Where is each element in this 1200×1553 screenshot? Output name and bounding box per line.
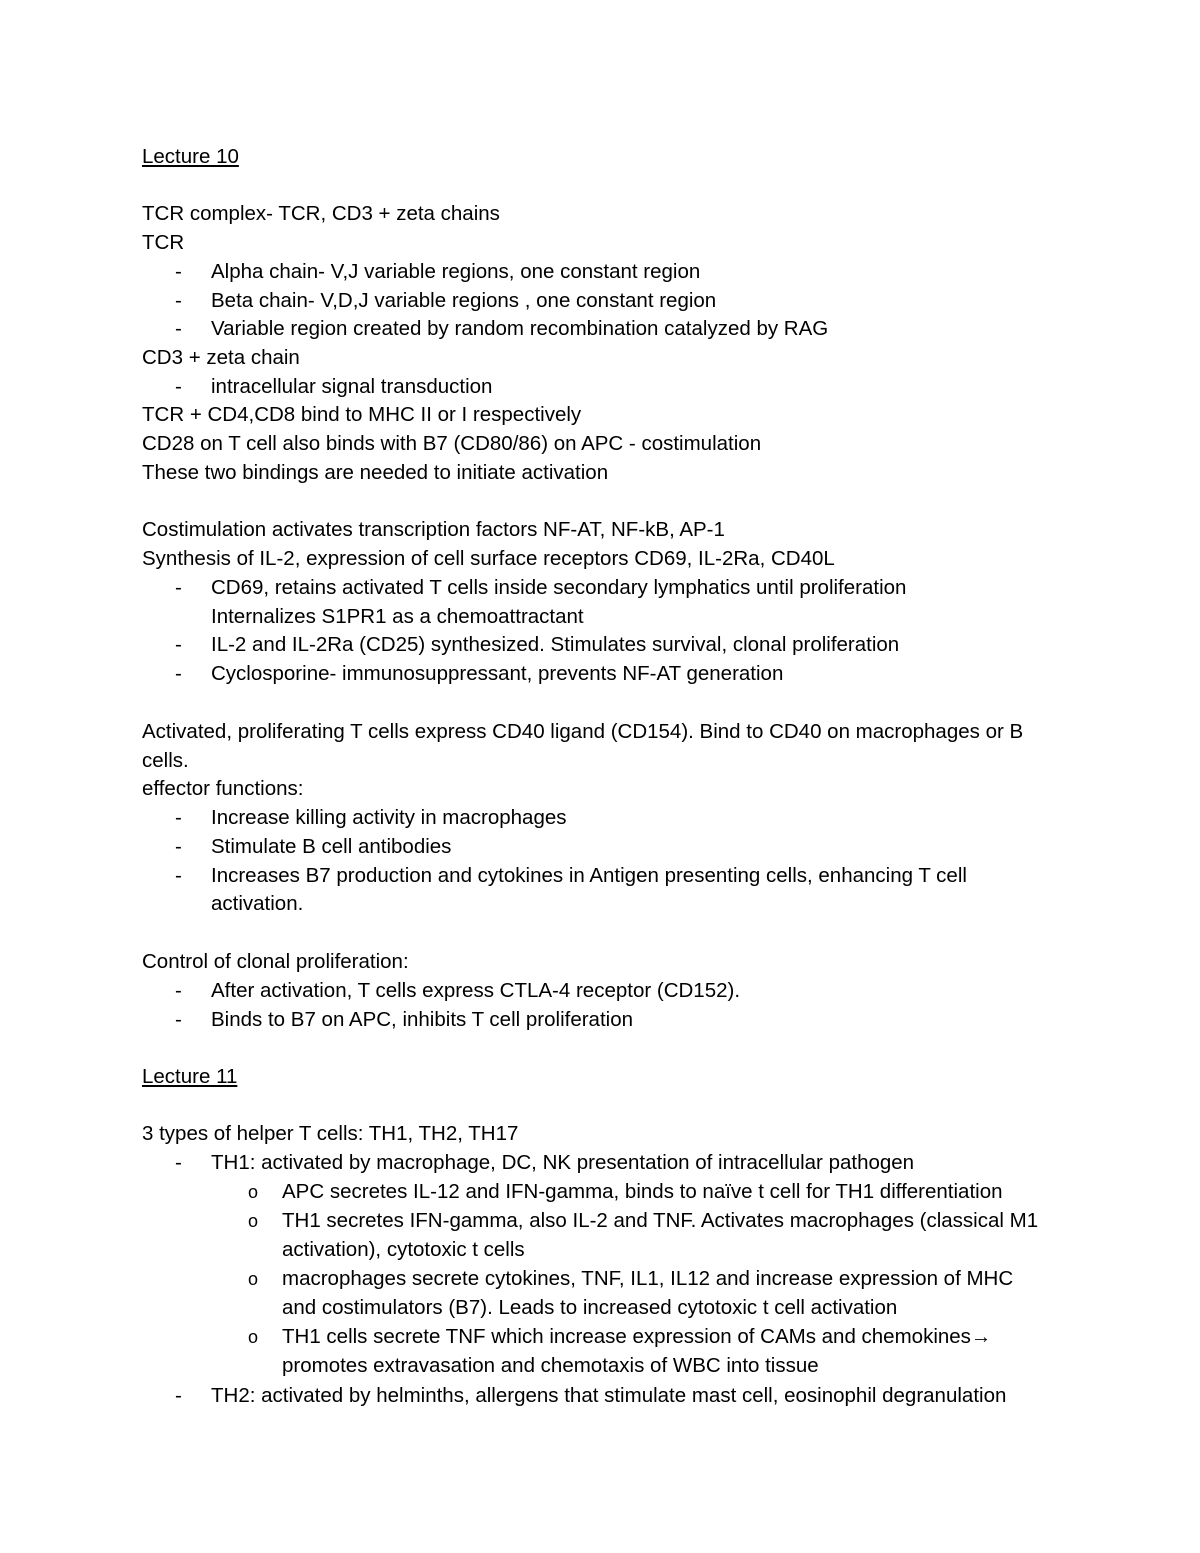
list-item-text: Stimulate B cell antibodies: [211, 835, 452, 858]
text-line: TCR: [142, 231, 185, 254]
list-item-text: Variable region created by random recombination catalyzed by RAG: [211, 317, 829, 340]
dash-bullet-icon: -: [175, 375, 182, 398]
dash-bullet-icon: -: [175, 260, 182, 283]
text-line: Activated, proliferating T cells express CD40 ligand (CD154). Bind to CD40 on macrophages or B: [142, 720, 1024, 743]
circle-bullet-icon: o: [248, 1327, 259, 1347]
list-item-text: activation.: [211, 892, 304, 915]
list-item-text: Increase killing activity in macrophages: [211, 806, 567, 829]
list-item-text: Alpha chain- V,J variable regions, one constant region: [211, 260, 701, 283]
text-line: TCR + CD4,CD8 bind to MHC II or I respectively: [142, 403, 582, 426]
dash-bullet-icon: -: [175, 864, 182, 887]
list-item-text: Cyclosporine- immunosuppressant, prevents NF-AT generation: [211, 662, 784, 685]
text-line: effector functions:: [142, 777, 304, 800]
list-item-text: intracellular signal transduction: [211, 375, 493, 398]
circle-bullet-icon: o: [248, 1269, 259, 1289]
dash-bullet-icon: -: [175, 806, 182, 829]
list-item-text: TH1: activated by macrophage, DC, NK presentation of intracellular pathogen: [211, 1151, 915, 1174]
list-item-text: macrophages secrete cytokines, TNF, IL1, IL12 and increase expression of MHC: [282, 1267, 1014, 1290]
dash-bullet-icon: -: [175, 1384, 182, 1407]
dash-bullet-icon: -: [175, 1151, 182, 1174]
dash-bullet-icon: -: [175, 662, 182, 685]
section-heading: Lecture 11: [142, 1065, 238, 1088]
list-item-text: CD69, retains activated T cells inside secondary lymphatics until proliferation: [211, 576, 907, 599]
dash-bullet-icon: -: [175, 289, 182, 312]
list-item-text: Internalizes S1PR1 as a chemoattractant: [211, 605, 584, 628]
list-item-text: Binds to B7 on APC, inhibits T cell proliferation: [211, 1008, 634, 1031]
text-line: cells.: [142, 749, 189, 772]
dash-bullet-icon: -: [175, 835, 182, 858]
list-item-text: Beta chain- V,D,J variable regions , one constant region: [211, 289, 717, 312]
dash-bullet-icon: -: [175, 576, 182, 599]
list-item-text: promotes extravasation and chemotaxis of WBC into tissue: [282, 1354, 819, 1377]
dash-bullet-icon: -: [175, 979, 182, 1002]
list-item-text: TH1 cells secrete TNF which increase expression of CAMs and chemokines→: [282, 1325, 992, 1348]
text-line: CD28 on T cell also binds with B7 (CD80/86) on APC - costimulation: [142, 432, 762, 455]
list-item-text: After activation, T cells express CTLA-4 receptor (CD152).: [211, 979, 741, 1002]
circle-bullet-icon: o: [248, 1182, 259, 1202]
text-line: CD3 + zeta chain: [142, 346, 300, 369]
list-item-text: APC secretes IL-12 and IFN-gamma, binds to naïve t cell for TH1 differentiation: [282, 1180, 1003, 1203]
list-item-text: IL-2 and IL-2Ra (CD25) synthesized. Stimulates survival, clonal proliferation: [211, 633, 900, 656]
dash-bullet-icon: -: [175, 1008, 182, 1031]
text-line: These two bindings are needed to initiate activation: [142, 461, 609, 484]
text-line: Synthesis of IL-2, expression of cell surface receptors CD69, IL-2Ra, CD40L: [142, 547, 835, 570]
text-line: Control of clonal proliferation:: [142, 950, 409, 973]
dash-bullet-icon: -: [175, 317, 182, 340]
text-line: 3 types of helper T cells: TH1, TH2, TH17: [142, 1122, 519, 1145]
text-line: Costimulation activates transcription factors NF-AT, NF-kB, AP-1: [142, 518, 725, 541]
list-item-text: TH2: activated by helminths, allergens that stimulate mast cell, eosinophil degranulation: [211, 1384, 1007, 1407]
list-item-text: activation), cytotoxic t cells: [282, 1238, 525, 1261]
list-item-text: Increases B7 production and cytokines in Antigen presenting cells, enhancing T cell: [211, 864, 967, 887]
text-line: TCR complex- TCR, CD3 + zeta chains: [142, 202, 500, 225]
list-item-text: and costimulators (B7). Leads to increased cytotoxic t cell activation: [282, 1296, 898, 1319]
list-item-text: TH1 secretes IFN-gamma, also IL-2 and TNF. Activates macrophages (classical M1: [282, 1209, 1039, 1232]
dash-bullet-icon: -: [175, 633, 182, 656]
section-heading: Lecture 10: [142, 145, 239, 168]
circle-bullet-icon: o: [248, 1211, 259, 1231]
